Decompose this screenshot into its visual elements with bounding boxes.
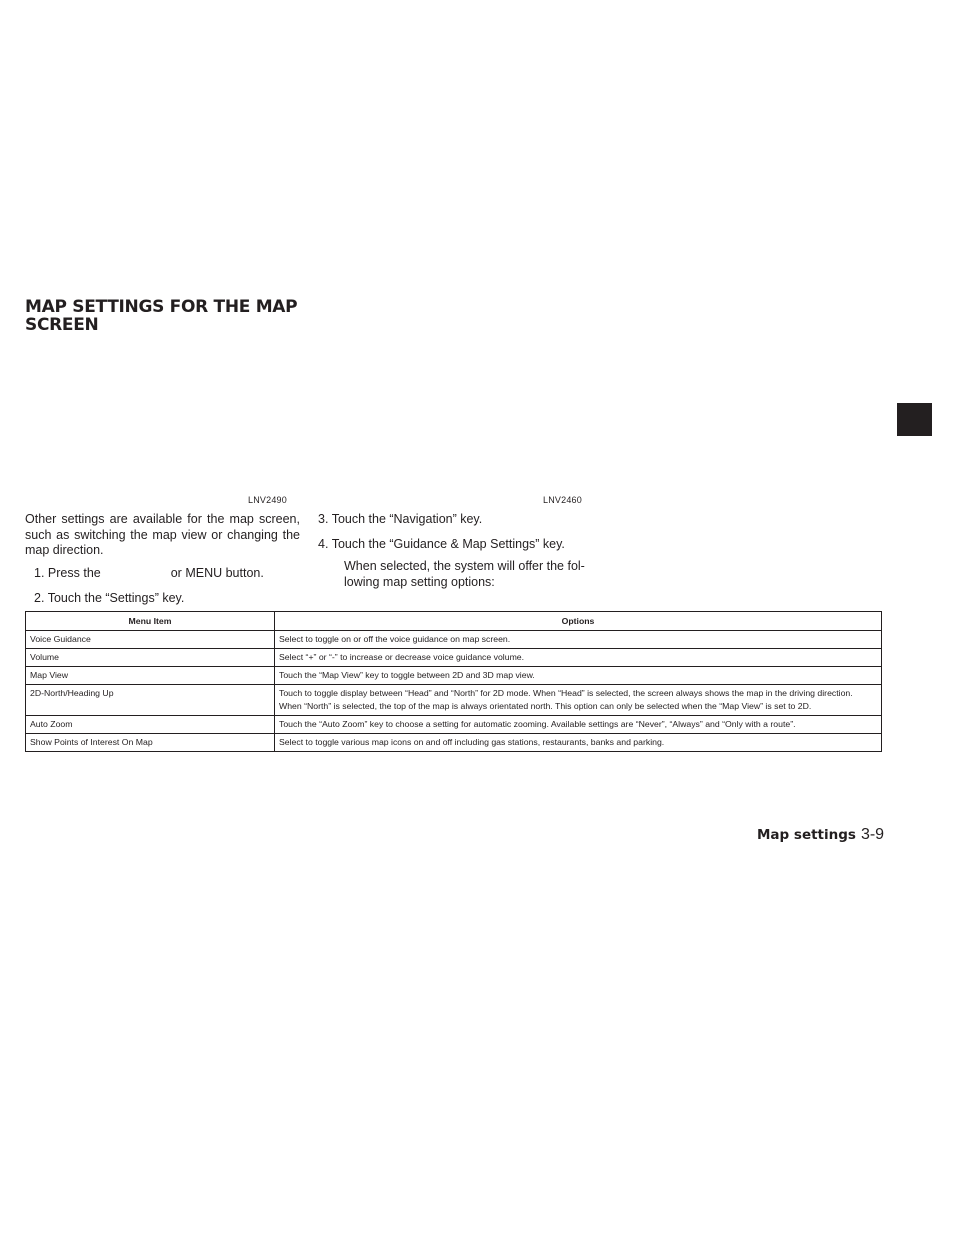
- right-column: [318, 512, 598, 590]
- step-1-text-before: Press the: [47, 565, 101, 580]
- step-3-text: Touch the “Navigation” key.: [331, 512, 483, 526]
- section-title-line-2: SCREEN: [25, 315, 99, 335]
- options-cell: Touch the “Map View” key to toggle between 2D and 3D map view.: [275, 667, 882, 685]
- options-cell: Touch to toggle display between “Head” and “North” for 2D mode. When “Head” is selected, the screen always shows the map in the driving direction. When “North” is selected, the top of the map is always orientated north. This option can only be selected when the “Map View” is set to 2D.: [275, 685, 882, 716]
- table-row: [26, 685, 882, 716]
- figure-label-2: LNV2460: [543, 495, 582, 505]
- step-4-text: Touch the “Guidance & Map Settings” key.: [331, 536, 565, 551]
- page-footer: [757, 826, 884, 844]
- step-3: [318, 512, 598, 528]
- step-4-number: 4.: [318, 536, 329, 551]
- section-title: [25, 298, 297, 334]
- intro-paragraph: Other settings are available for the map screen, such as switching the map view or changing the map direction.: [25, 512, 300, 557]
- step-1-text-after: or MENU button.: [170, 565, 264, 580]
- menu-item-cell: Voice Guidance: [26, 631, 275, 649]
- map-settings-table: [25, 611, 882, 752]
- options-cell: Select to toggle various map icons on and off including gas stations, restaurants, banks and parking.: [275, 734, 882, 752]
- step-1: [25, 566, 300, 582]
- menu-item-cell: Volume: [26, 649, 275, 667]
- menu-item-cell: Map View: [26, 667, 275, 685]
- step-3-number: 3.: [318, 512, 329, 526]
- chapter-thumb-tab: [897, 403, 932, 436]
- menu-item-cell: Show Points of Interest On Map: [26, 734, 275, 752]
- table-header-row: [26, 612, 882, 631]
- footer-section-label: Map settings: [757, 827, 856, 843]
- left-column: [25, 512, 300, 607]
- menu-item-cell: Auto Zoom: [26, 716, 275, 734]
- step-1-number: 1.: [34, 565, 45, 580]
- step-2-text: Touch the “Settings” key.: [47, 591, 185, 605]
- options-cell: Select “+” or “-” to increase or decrease voice guidance volume.: [275, 649, 882, 667]
- step-4-note: When selected, the system will offer the fol-lowing map setting options:: [344, 559, 585, 589]
- step-2-number: 2.: [34, 591, 45, 605]
- header-menu-item: Menu Item: [26, 612, 275, 631]
- step-4: [318, 537, 598, 553]
- figure-label-1: LNV2490: [248, 495, 287, 505]
- table-row: [26, 716, 882, 734]
- page-number: 3-9: [860, 826, 885, 843]
- step-2: [25, 591, 300, 607]
- menu-item-cell: 2D-North/Heading Up: [26, 685, 275, 716]
- table-row: [26, 734, 882, 752]
- table-row: [26, 667, 882, 685]
- section-title-line-1: MAP SETTINGS FOR THE MAP: [25, 297, 298, 317]
- table-row: [26, 649, 882, 667]
- options-cell: Touch the “Auto Zoom” key to choose a setting for automatic zooming. Available settings are “Never”, “Always” and “Only with a route”.: [275, 716, 882, 734]
- options-cell: Select to toggle on or off the voice guidance on map screen.: [275, 631, 882, 649]
- table-row: [26, 631, 882, 649]
- header-options: Options: [275, 612, 882, 631]
